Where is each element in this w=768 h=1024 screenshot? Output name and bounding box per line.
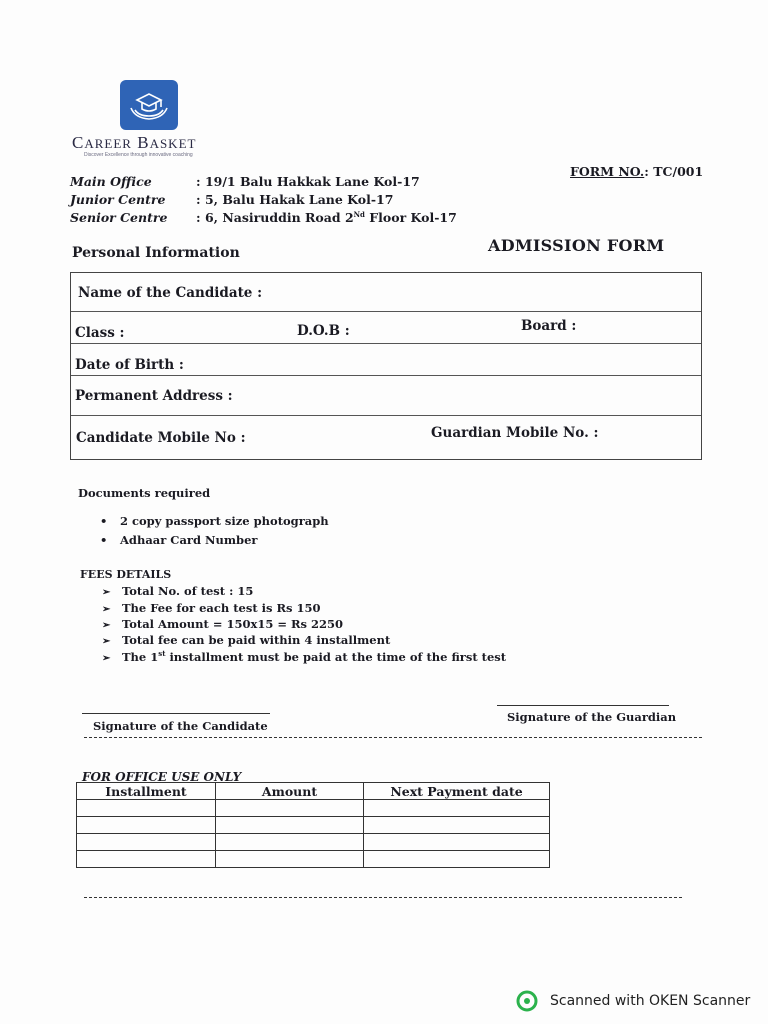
scanner-watermark <box>516 990 750 1012</box>
graduation-cap-hands-icon <box>127 86 171 124</box>
office-use-table <box>76 782 550 868</box>
oken-scanner-icon <box>516 990 538 1012</box>
divider <box>84 897 682 898</box>
divider <box>84 737 702 738</box>
senior-centre-value: : 6, Nasiruddin Road 2Nd Floor Kol-17 <box>196 210 457 226</box>
table-row <box>77 834 550 851</box>
senior-centre-label: Senior Centre <box>70 210 168 225</box>
candidate-signature-line[interactable] <box>82 713 270 714</box>
table-header: Next Payment date <box>364 783 550 800</box>
table-header: Amount <box>216 783 364 800</box>
fee-item: ➢ The Fee for each test is Rs 150 <box>102 601 321 615</box>
dob-short-field[interactable]: D.O.B : <box>297 323 350 339</box>
arrow-bullet-icon: ➢ <box>102 636 111 647</box>
candidate-name-field[interactable]: Name of the Candidate : <box>78 285 263 301</box>
table-row <box>77 851 550 868</box>
brand-name: CAREER BASKET <box>72 133 197 152</box>
guardian-signature-label: Signature of the Guardian <box>507 710 677 724</box>
board-field[interactable]: Board : <box>521 318 577 334</box>
documents-title: Documents required <box>78 486 211 500</box>
office-use-title: FOR OFFICE USE ONLY <box>82 770 242 784</box>
permanent-address-field[interactable]: Permanent Address : <box>75 388 233 404</box>
arrow-bullet-icon: ➢ <box>102 604 111 615</box>
section-title: Personal Information <box>72 245 240 261</box>
guardian-signature-line[interactable] <box>497 705 669 706</box>
guardian-mobile-field[interactable]: Guardian Mobile No. : <box>431 425 599 441</box>
fee-item: ➢ Total Amount = 150x15 = Rs 2250 <box>102 617 344 631</box>
form-number-label: FORM NO. <box>570 164 645 179</box>
arrow-bullet-icon: ➢ <box>102 652 111 664</box>
fee-item: ➢ The 1st installment must be paid at the time of the first test <box>102 649 507 664</box>
arrow-bullet-icon: ➢ <box>102 587 111 598</box>
brand-tagline: Discover Excellence through innovative coaching <box>84 152 193 158</box>
document-item: • 2 copy passport size photograph <box>100 514 329 528</box>
fee-item: ➢ Total No. of test : 15 <box>102 584 254 598</box>
class-field[interactable]: Class : <box>75 325 125 341</box>
form-number-value: : TC/001 <box>644 164 704 179</box>
candidate-mobile-field[interactable]: Candidate Mobile No : <box>76 430 246 446</box>
fees-title: FEES DETAILS <box>80 568 172 581</box>
form-title: ADMISSION FORM <box>488 236 665 255</box>
fee-item: ➢ Total fee can be paid within 4 installment <box>102 633 391 647</box>
scanner-text: Scanned with OKEN Scanner <box>550 993 751 1009</box>
date-of-birth-field[interactable]: Date of Birth : <box>75 357 184 373</box>
document-item: • Adhaar Card Number <box>100 533 258 547</box>
candidate-signature-label: Signature of the Candidate <box>93 719 268 733</box>
main-office-value: : 19/1 Balu Hakkak Lane Kol-17 <box>196 174 420 189</box>
form-number <box>570 164 703 179</box>
table-row <box>77 817 550 834</box>
arrow-bullet-icon: ➢ <box>102 620 111 631</box>
table-row <box>77 800 550 817</box>
main-office-label: Main Office <box>70 174 152 189</box>
junior-centre-value: : 5, Balu Hakak Lane Kol-17 <box>196 192 394 207</box>
junior-centre-label: Junior Centre <box>70 192 166 207</box>
logo <box>120 80 178 130</box>
personal-info-table <box>70 272 702 460</box>
table-header: Installment <box>77 783 216 800</box>
